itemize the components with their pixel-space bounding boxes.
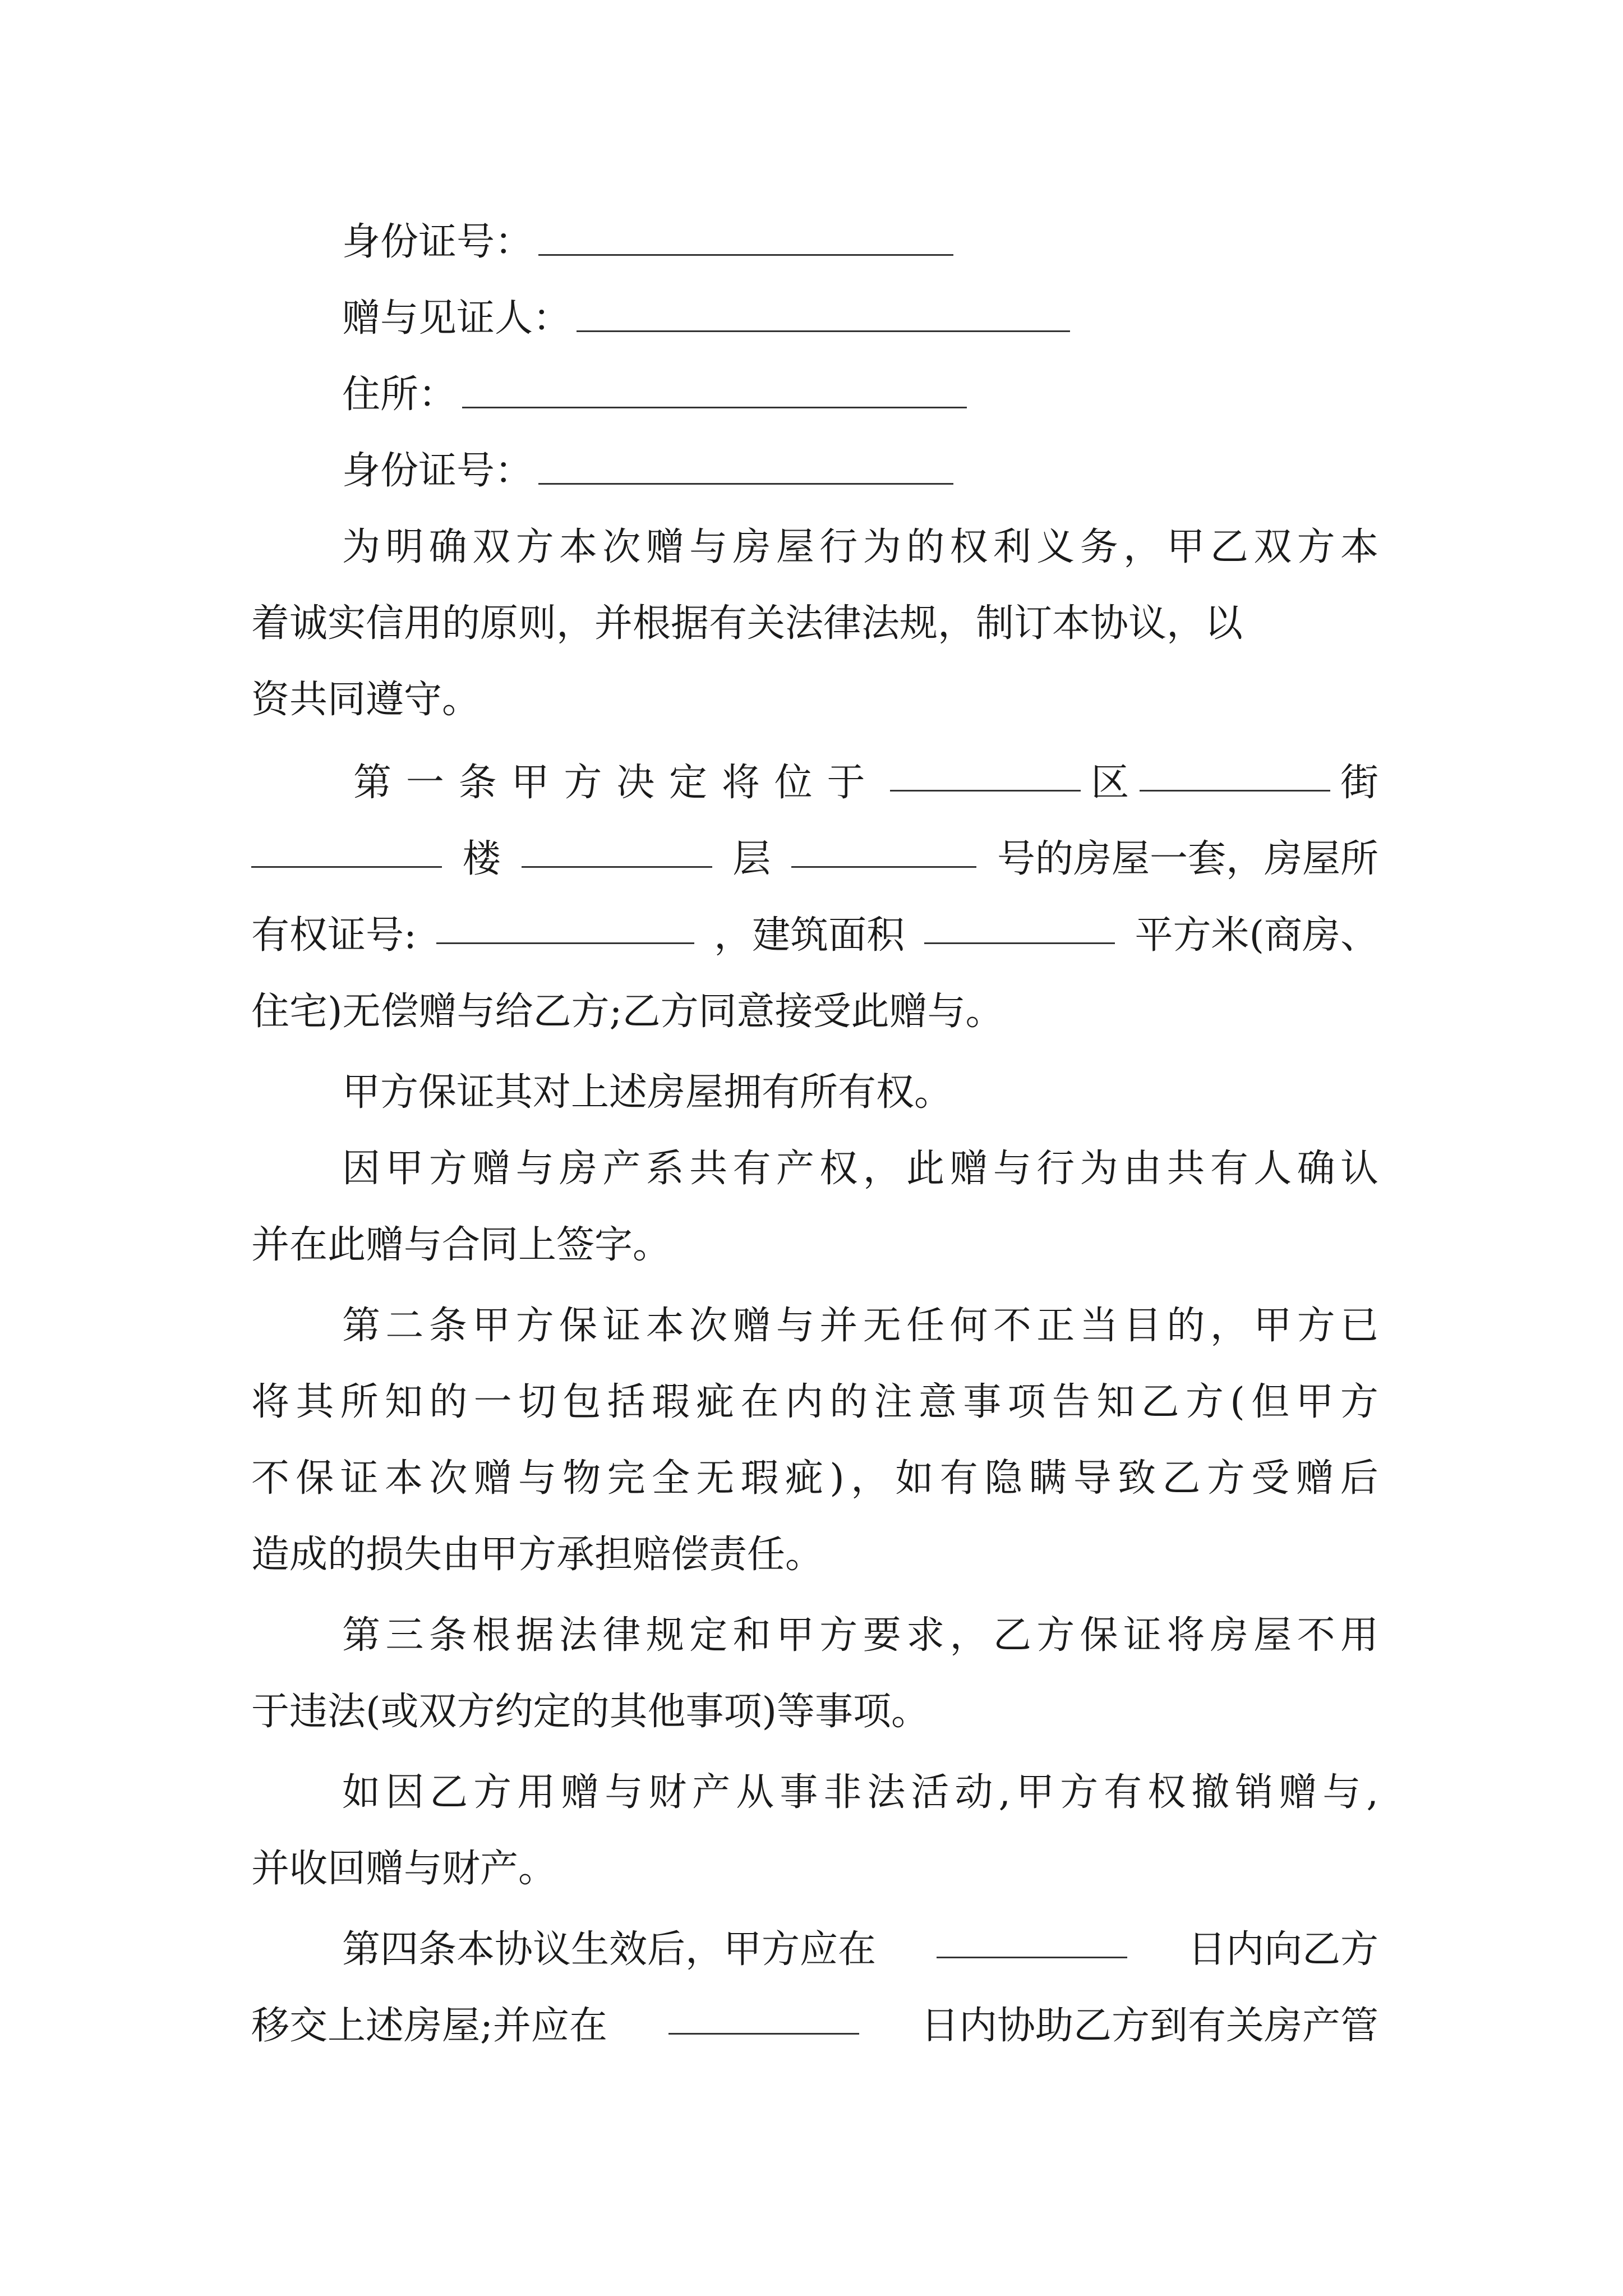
char: 二 (385, 1304, 424, 1348)
char: 本 (1340, 525, 1378, 569)
id-number-blank[interactable] (538, 220, 953, 256)
char: 将 (1166, 1613, 1205, 1658)
char: 律 (602, 1613, 641, 1658)
certificate-number-blank[interactable] (436, 909, 694, 944)
char: 务 (1080, 525, 1118, 569)
char: 法 (559, 1613, 597, 1658)
article1-line-1 (353, 756, 1378, 810)
char: 事 (780, 1770, 818, 1815)
char: 瑕 (740, 1456, 779, 1501)
char: 保 (296, 1456, 334, 1501)
char: 权 (819, 1147, 858, 1191)
char: 包 (562, 1380, 601, 1424)
char: 与 (993, 1147, 1031, 1191)
char: 和 (732, 1613, 771, 1658)
char: 的 (829, 1380, 868, 1424)
char: 正 (1036, 1304, 1075, 1348)
char: 完 (607, 1456, 645, 1501)
char: 甲 (1253, 1304, 1292, 1348)
char: 乙 (1210, 525, 1248, 569)
article1-text-h: ，建筑面积 (714, 913, 905, 958)
char: 如 (895, 1456, 934, 1501)
char: 但 (1251, 1380, 1290, 1424)
char: 求 (906, 1613, 945, 1658)
char: 认 (1340, 1147, 1378, 1191)
article2-line-2 (251, 1375, 1378, 1429)
char: 任 (906, 1304, 945, 1348)
char: 用 (517, 1770, 556, 1815)
char: 销 (1235, 1770, 1274, 1815)
char: 系 (645, 1147, 684, 1191)
char: 与 (515, 1147, 554, 1191)
char: 将 (251, 1380, 290, 1424)
char: 人 (1253, 1147, 1292, 1191)
char: 行 (1036, 1147, 1075, 1191)
text: 并在此赠与合同上签字。 (251, 1223, 671, 1267)
char: 要 (863, 1613, 901, 1658)
text: 住宅)无偿赠与给乙方;乙方同意接受此赠与。 (251, 990, 1004, 1034)
char: 共 (1166, 1147, 1205, 1191)
char: 并 (819, 1304, 858, 1348)
char: 疵 (696, 1380, 735, 1424)
char: 甲 (1166, 525, 1205, 569)
text: 造成的损失由甲方承担赔偿责任。 (251, 1533, 824, 1577)
char: 与 (689, 525, 728, 569)
article1-text-a: 第一条甲方决定将位于 (353, 761, 880, 805)
char: 受 (1251, 1456, 1290, 1501)
char: 为 (1080, 1147, 1118, 1191)
floor-area-blank[interactable] (924, 909, 1115, 944)
revoke-line-2 (251, 1842, 1378, 1896)
address-blank[interactable] (462, 373, 967, 408)
district-blank[interactable] (890, 756, 1081, 792)
intro-line-2 (251, 597, 1378, 651)
char: 方 (1340, 1380, 1378, 1424)
char: 赠 (561, 1770, 600, 1815)
handover-days-blank[interactable] (937, 1923, 1127, 1958)
witness-blank[interactable] (577, 297, 1070, 332)
char: 权 (1147, 1770, 1186, 1815)
char: 何 (949, 1304, 988, 1348)
char: 无 (863, 1304, 901, 1348)
char: 第 (342, 1304, 381, 1348)
char: 方 (515, 1304, 554, 1348)
char: 甲 (1016, 1770, 1055, 1815)
char: 双 (472, 525, 511, 569)
article1-text-c: 街 (1340, 761, 1378, 805)
text: 于违法(或双方约定的其他事项)等事项。 (251, 1690, 930, 1734)
article4-line-1 (342, 1923, 1378, 1977)
char: , (998, 1770, 1011, 1815)
char: 目 (1123, 1304, 1162, 1348)
char: 利 (993, 525, 1031, 569)
article1-text-f: 号的房屋一套，房屋所 (997, 837, 1378, 881)
char: 不 (251, 1456, 290, 1501)
article3-line-1 (342, 1609, 1378, 1663)
char: , (1366, 1770, 1378, 1815)
char: 产 (602, 1147, 641, 1191)
char: 为 (342, 525, 381, 569)
char: 乙 (430, 1770, 468, 1815)
char: 的 (906, 525, 945, 569)
article2-line-1 (342, 1299, 1378, 1353)
char: 括 (607, 1380, 645, 1424)
char: 切 (518, 1380, 556, 1424)
char: 方 (819, 1613, 858, 1658)
char: 方 (1036, 1613, 1075, 1658)
char: 确 (428, 525, 467, 569)
char: 根 (472, 1613, 511, 1658)
char: 条 (428, 1613, 467, 1658)
article4-text-b: 日内向乙方 (1187, 1927, 1378, 1972)
char: 因 (342, 1147, 381, 1191)
char: 与 (1322, 1770, 1361, 1815)
char: 当 (1080, 1304, 1118, 1348)
text: 资共同遵守。 (251, 678, 481, 722)
char: 有 (1210, 1147, 1248, 1191)
char: 所 (340, 1380, 379, 1424)
char: 致 (1118, 1456, 1156, 1501)
article2-line-4 (251, 1528, 1378, 1582)
char: 方 (515, 525, 554, 569)
revoke-line-1 (342, 1766, 1378, 1820)
char: 赠 (1279, 1770, 1317, 1815)
char: 方 (473, 1770, 512, 1815)
floor-blank[interactable] (522, 832, 712, 868)
char: 本 (559, 525, 597, 569)
char: 第 (342, 1613, 381, 1658)
char: 乙 (993, 1613, 1031, 1658)
char: 隐 (984, 1456, 1023, 1501)
char: 房 (732, 525, 771, 569)
char: 知 (384, 1380, 423, 1424)
char: 由 (1123, 1147, 1162, 1191)
char: 意 (918, 1380, 957, 1424)
unit-number-blank[interactable] (791, 832, 976, 868)
char: 瞒 (1029, 1456, 1067, 1501)
building-blank[interactable] (251, 832, 442, 868)
char: 条 (428, 1304, 467, 1348)
char: 定 (689, 1613, 728, 1658)
char: 赠 (645, 525, 684, 569)
char: 瑕 (651, 1380, 690, 1424)
char: 的 (1166, 1304, 1205, 1348)
char: 方 (1206, 1456, 1245, 1501)
text: 着诚实信用的原则，并根据有关法律法规，制订本协议，以 (251, 601, 1243, 646)
char: 方 (428, 1147, 467, 1191)
char: 已 (1340, 1304, 1378, 1348)
char: 在 (740, 1380, 779, 1424)
article2-line-3 (251, 1452, 1378, 1506)
witness-label: 赠与见证人： (342, 296, 571, 341)
char: 次 (602, 525, 641, 569)
char: 方 (1185, 1380, 1224, 1424)
char: 三 (385, 1613, 424, 1658)
char: 与 (605, 1770, 643, 1815)
char: 乙 (1162, 1456, 1201, 1501)
char: 甲 (472, 1304, 511, 1348)
char: 法 (867, 1770, 906, 1815)
char: 如 (342, 1770, 381, 1815)
char: 不 (993, 1304, 1031, 1348)
article1-line-4 (251, 985, 1378, 1039)
char: 证 (602, 1304, 641, 1348)
char: 据 (515, 1613, 554, 1658)
article4-text-d: 日内协助乙方到有关房产管 (920, 2004, 1378, 2048)
char: ， (851, 1456, 889, 1501)
id-number-label: 身份证号： (342, 220, 533, 264)
text: 甲方保证其对上述房屋拥有所有权。 (342, 1070, 953, 1115)
article1-line-3 (251, 909, 1378, 963)
char: 甲 (776, 1613, 814, 1658)
coowner-line-1 (342, 1142, 1378, 1196)
intro-line-3 (251, 673, 1378, 727)
char: 屋 (776, 525, 814, 569)
article1-text-i: 平方米(商房、 (1135, 913, 1378, 958)
char: 方 (1297, 525, 1335, 569)
text: 并收回赠与财产。 (251, 1847, 557, 1891)
char: 全 (651, 1456, 690, 1501)
char: 告 (1052, 1380, 1090, 1424)
coowner-line-2 (251, 1218, 1378, 1272)
char: ， (863, 1147, 901, 1191)
char: 用 (1340, 1613, 1378, 1658)
char: 甲 (1295, 1380, 1334, 1424)
char: 方 (1297, 1304, 1335, 1348)
char: 活 (911, 1770, 949, 1815)
char: ， (1123, 525, 1162, 569)
article1-line-2 (251, 832, 1378, 886)
char: 赠 (949, 1147, 988, 1191)
char: 保 (1080, 1613, 1118, 1658)
char: 物 (562, 1456, 601, 1501)
char: 屋 (1253, 1613, 1292, 1658)
char: 此 (906, 1147, 945, 1191)
article4-text-c: 移交上述房屋;并应在 (251, 2004, 607, 2048)
char: ， (949, 1613, 988, 1658)
address-label: 住所： (342, 372, 457, 417)
id-number-label: 身份证号： (342, 449, 533, 493)
char: 从 (736, 1770, 774, 1815)
char: 与 (776, 1304, 814, 1348)
article1-text-b: 区 (1091, 761, 1129, 805)
char: 有 (939, 1456, 978, 1501)
char: 产 (776, 1147, 814, 1191)
char: 本 (645, 1304, 684, 1348)
char: 因 (386, 1770, 425, 1815)
char: 项 (1007, 1380, 1046, 1424)
address-field (342, 368, 1378, 422)
article1-text-e: 层 (732, 837, 771, 881)
char: 与 (518, 1456, 556, 1501)
article4-text-a: 第四条本协议生效后，甲方应在 (342, 1927, 877, 1972)
char: 次 (689, 1304, 728, 1348)
char: 的 (429, 1380, 468, 1424)
char: 疵 (785, 1456, 823, 1501)
char: 行 (819, 525, 858, 569)
char: 无 (696, 1456, 735, 1501)
char: 注 (874, 1380, 912, 1424)
char: 导 (1073, 1456, 1112, 1501)
char: 事 (963, 1380, 1002, 1424)
char: 其 (296, 1380, 334, 1424)
char: ) (829, 1456, 845, 1501)
char: 一 (473, 1380, 512, 1424)
article1-text-g: 有权证号: (251, 913, 417, 958)
char: 赠 (472, 1147, 511, 1191)
char: 知 (1096, 1380, 1135, 1424)
char: 次 (429, 1456, 468, 1501)
article3-line-2 (251, 1685, 1378, 1739)
char: 后 (1340, 1456, 1378, 1501)
char: 产 (692, 1770, 731, 1815)
char: 赠 (1295, 1456, 1334, 1501)
char: 证 (340, 1456, 379, 1501)
id-number-field-2 (342, 444, 1378, 498)
char: 不 (1297, 1613, 1335, 1658)
id-number-blank[interactable] (538, 449, 953, 485)
char: 规 (645, 1613, 684, 1658)
char: 内 (785, 1380, 823, 1424)
char: 确 (1297, 1147, 1335, 1191)
char: 甲 (385, 1147, 424, 1191)
witness-field (342, 292, 1378, 346)
char: 有 (1104, 1770, 1142, 1815)
article4-line-2 (251, 1999, 1378, 2053)
char: 共 (689, 1147, 728, 1191)
char: 证 (1123, 1613, 1162, 1658)
char: 本 (384, 1456, 423, 1501)
char: 为 (863, 525, 901, 569)
char: 非 (823, 1770, 862, 1815)
registration-days-blank[interactable] (668, 1999, 859, 2035)
char: 义 (1036, 525, 1075, 569)
guarantee-line (342, 1066, 1378, 1120)
char: ( (1230, 1380, 1245, 1424)
char: 权 (949, 525, 988, 569)
street-blank[interactable] (1140, 756, 1330, 792)
char: 方 (1060, 1770, 1099, 1815)
char: 房 (559, 1147, 597, 1191)
intro-line-1 (342, 521, 1378, 574)
char: 赠 (473, 1456, 512, 1501)
char: 动 (955, 1770, 993, 1815)
char: 有 (732, 1147, 771, 1191)
char: 双 (1253, 525, 1292, 569)
char: 房 (1210, 1613, 1248, 1658)
char: ， (1210, 1304, 1248, 1348)
char: 保 (559, 1304, 597, 1348)
char: 乙 (1141, 1380, 1179, 1424)
char: 撤 (1191, 1770, 1230, 1815)
char: 赠 (732, 1304, 771, 1348)
char: 财 (648, 1770, 687, 1815)
article1-text-d: 楼 (462, 837, 501, 881)
char: 明 (385, 525, 424, 569)
id-number-field-1 (342, 215, 1378, 269)
